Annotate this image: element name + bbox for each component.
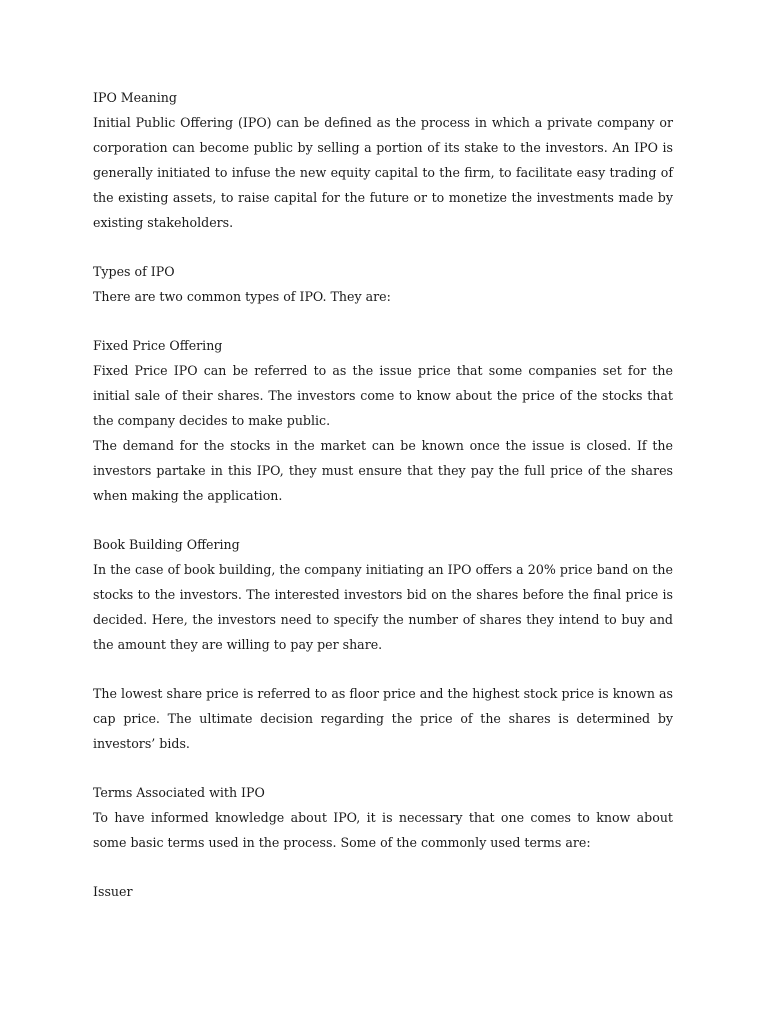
paragraph: Fixed Price IPO can be referred to as the issue price that some companies set for the initial sale of their shares. The investors come to know about the price of the stocks that the company decides to make public.: [93, 363, 673, 428]
section-issuer: [93, 879, 673, 904]
section-heading: Terms Associated with IPO: [93, 785, 265, 800]
paragraph-spacer: [93, 508, 673, 532]
section-heading: Fixed Price Offering: [93, 338, 223, 353]
paragraph: In the case of book building, the company initiating an IPO offers a 20% price band on the stocks to the investors. The interested investors bid on the shares before the final price is decided. Here, the investors need to specify the number of shares they intend to buy and the amount they are willing to pay per share.: [93, 562, 673, 652]
paragraph: Initial Public Offering (IPO) can be defined as the process in which a private company or corporation can become public by selling a portion of its stake to the investors. An IPO is generally initiated to infuse the new equity capital to the firm, to facilitate easy trading of the existing assets, to raise capital for the future or to monetize the investments made by existing stakeholders.: [93, 115, 673, 230]
paragraph-spacer: [93, 235, 673, 259]
section-terms-associated: [93, 780, 673, 855]
paragraph-spacer: [93, 657, 673, 681]
paragraph-spacer: [93, 756, 673, 780]
paragraph-spacer: [93, 309, 673, 333]
section-heading: Issuer: [93, 884, 133, 899]
section-heading: Types of IPO: [93, 264, 175, 279]
paragraph: There are two common types of IPO. They are:: [93, 289, 391, 304]
section-types-of-ipo: [93, 259, 673, 309]
section-ipo-meaning: [93, 85, 673, 235]
section-fixed-price-offering: [93, 333, 673, 508]
section-heading: IPO Meaning: [93, 90, 177, 105]
section-price-band: [93, 681, 673, 756]
paragraph: To have informed knowledge about IPO, it is necessary that one comes to know about some basic terms used in the process. Some of the commonly used terms are:: [93, 810, 673, 850]
paragraph-spacer: [93, 855, 673, 879]
paragraph: The demand for the stocks in the market can be known once the issue is closed. If the investors partake in this IPO, they must ensure that they pay the full price of the shares when making the application.: [93, 438, 673, 503]
document-body: [93, 85, 673, 904]
section-book-building-offering: [93, 532, 673, 657]
paragraph: The lowest share price is referred to as floor price and the highest stock price is known as cap price. The ultimate decision regarding the price of the shares is determined by investors’ bids.: [93, 686, 673, 751]
section-heading: Book Building Offering: [93, 537, 240, 552]
